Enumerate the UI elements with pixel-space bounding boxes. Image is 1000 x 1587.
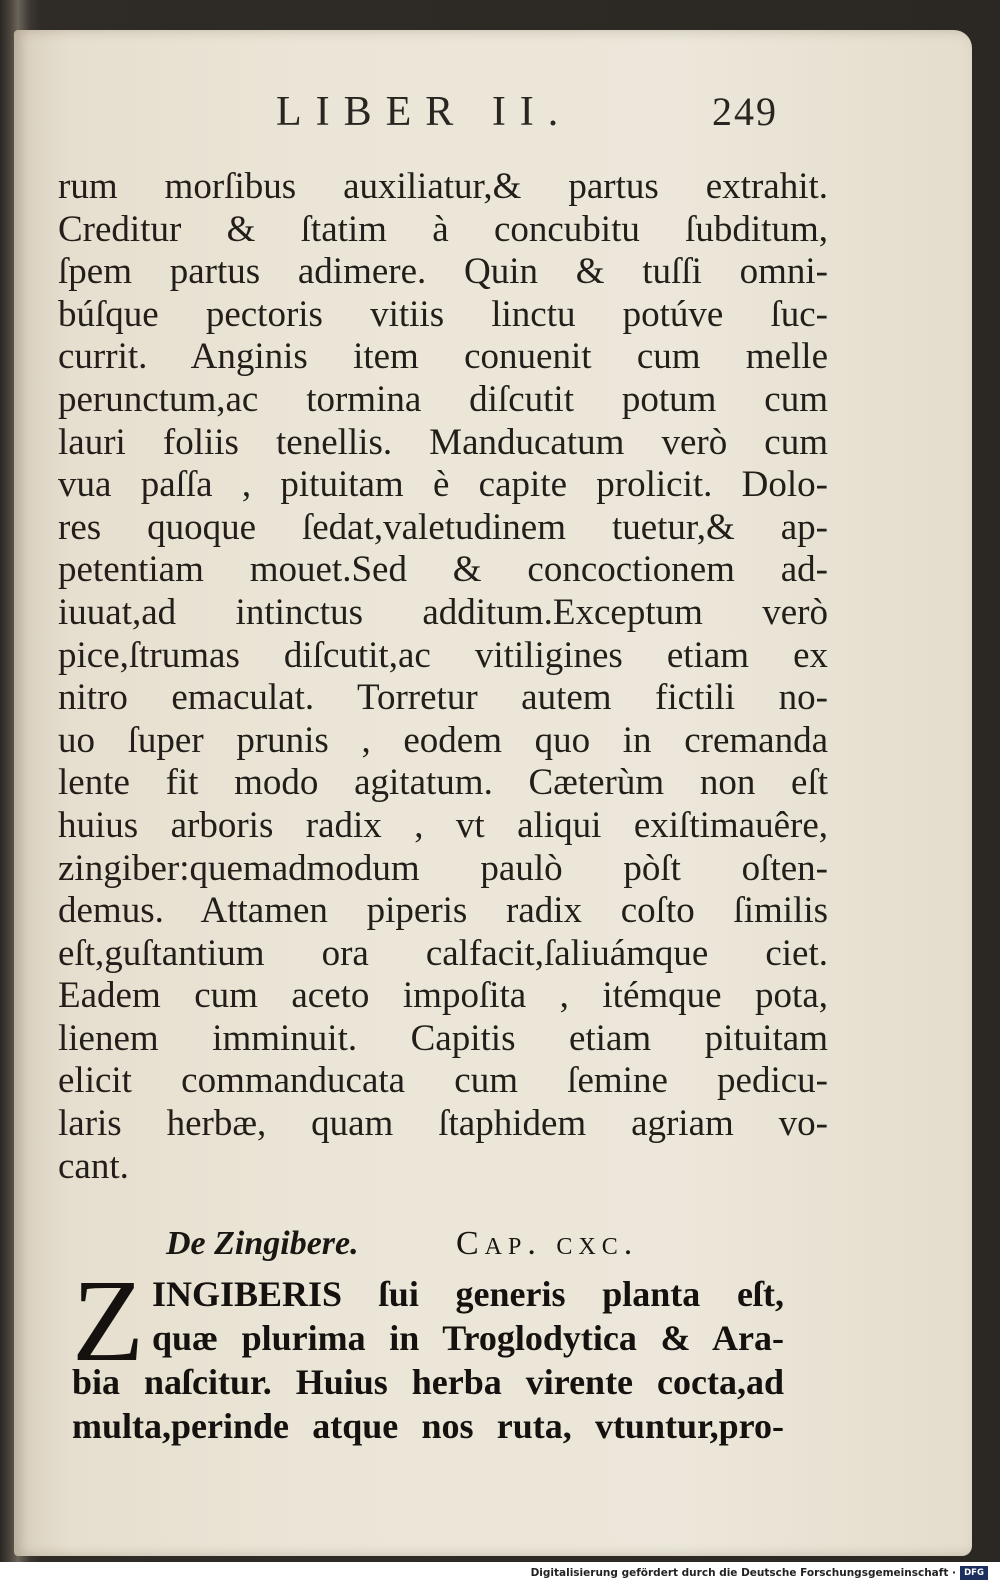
text-line: demus. Attamen piperis radix coſto ſimilis bbox=[58, 890, 828, 932]
text-line: INGIBERIS ſui generis planta eſt, bbox=[152, 1274, 784, 1314]
text-line: currit. Anginis item conuenit cum melle bbox=[58, 336, 828, 378]
page-number: 249 bbox=[712, 89, 778, 134]
book-page bbox=[14, 30, 972, 1556]
text-line: pice,ſtrumas diſcutit,ac vitiligines etiam ex bbox=[58, 634, 828, 676]
text-line: huius arboris radix , vt aliqui exiſtimauêre, bbox=[58, 804, 828, 846]
text-line: bia naſcitur. Huius herba virente cocta,ad bbox=[72, 1362, 784, 1402]
text-line: iuuat,ad intinctus additum.Exceptum verò bbox=[58, 591, 828, 633]
text-line: petentiam mouet.Sed & concoctionem ad- bbox=[58, 549, 828, 591]
text-line: zingiber:quemadmodum paulò pòſt oſten- bbox=[58, 847, 828, 889]
text-line: perunctum,ac tormina diſcutit potum cum bbox=[58, 378, 828, 420]
text-line: rum morſibus auxiliatur,& partus extrahit. bbox=[58, 166, 828, 207]
text-line: quæ plurima in Troglodytica & Ara- bbox=[152, 1318, 784, 1358]
text-line: Eadem cum aceto impoſita , itémque pota, bbox=[58, 975, 828, 1017]
text-line: vua paſſa , pituitam è capite prolicit. Dolo- bbox=[58, 464, 828, 506]
chapter-heading bbox=[166, 1225, 726, 1275]
running-title: LIBER II. bbox=[276, 89, 573, 135]
chapter-title: De Zingibere. bbox=[166, 1225, 359, 1262]
text-line: elicit commanducata cum ſemine pedicu- bbox=[58, 1060, 828, 1102]
running-head bbox=[14, 88, 972, 138]
main-text-block bbox=[58, 166, 828, 1188]
dfg-logo: DFG bbox=[960, 1566, 988, 1580]
chapter-text-block bbox=[72, 1272, 784, 1448]
chapter-number: Cap. cxc. bbox=[456, 1225, 639, 1262]
text-line: nitro emaculat. Torretur autem fictili no- bbox=[58, 677, 828, 719]
text-line: eſt,guſtantium ora calfacit,ſaliuámque ciet. bbox=[58, 932, 828, 974]
text-line: lienem imminuit. Capitis etiam pituitam bbox=[58, 1017, 828, 1059]
text-line: uo ſuper prunis , eodem quo in cremanda bbox=[58, 719, 828, 761]
text-line: Creditur & ſtatim à concubitu ſubditum, bbox=[58, 208, 828, 250]
text-line: multa,perinde atque nos ruta, vtuntur,pro- bbox=[72, 1406, 784, 1446]
text-line: búſque pectoris vitiis linctu potúve ſuc- bbox=[58, 293, 828, 335]
text-line: lauri foliis tenellis. Manducatum verò cum bbox=[58, 421, 828, 463]
text-line: laris herbæ, quam ſtaphidem agriam vo- bbox=[58, 1103, 828, 1145]
text-line: lente fit modo agitatum. Cæterùm non eſt bbox=[58, 762, 828, 804]
text-line: ſpem partus adimere. Quin & tuſſi omni- bbox=[58, 251, 828, 293]
text-line: cant. bbox=[58, 1145, 129, 1187]
funding-credit: Digitalisierung gefördert durch die Deutsche Forschungsgemeinschaft · bbox=[530, 1567, 956, 1579]
text-line: res quoque ſedat,valetudinem tuetur,& ap- bbox=[58, 506, 828, 548]
drop-cap: Z bbox=[72, 1255, 145, 1386]
digitization-footer bbox=[0, 1562, 1000, 1587]
